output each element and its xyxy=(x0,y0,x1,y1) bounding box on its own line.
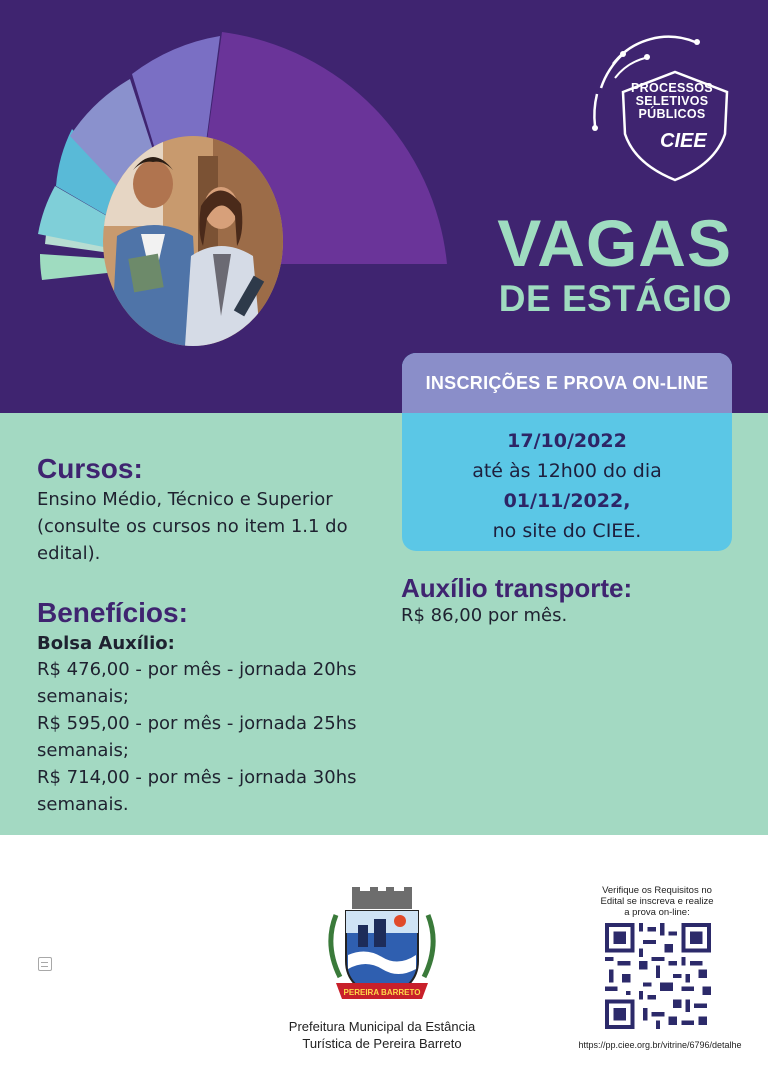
transport-heading: Auxílio transporte: xyxy=(401,573,633,603)
seal-line: PÚBLICOS xyxy=(638,107,706,121)
crest-banner-text: PEREIRA BARRETO xyxy=(343,988,421,997)
seal-line: PROCESSOS xyxy=(631,81,713,95)
qr-caption xyxy=(582,885,732,918)
registration-until-text: até às 12h00 do dia xyxy=(472,460,662,482)
page-subtitle: DE ESTÁGIO xyxy=(498,278,732,319)
seal-text xyxy=(622,82,722,121)
benefits-list xyxy=(37,656,377,818)
qr-url[interactable]: https://pp.ciee.org.br/vitrine/6796/detalhe xyxy=(578,1040,742,1050)
benefit-item: R$ 714,00 - por mês - jornada 30hs semanais. xyxy=(37,767,357,815)
registration-heading: INSCRIÇÕES E PROVA ON-LINE xyxy=(402,353,732,413)
ciee-logo: CIEE xyxy=(660,130,707,152)
registration-details xyxy=(402,413,732,546)
registration-end-date: 01/11/2022, xyxy=(503,490,631,512)
qr-caption-line: Verifique os Requisitos no xyxy=(602,885,712,896)
bolsa-auxilio-heading: Bolsa Auxílio: xyxy=(37,633,175,654)
benefit-item: R$ 595,00 - por mês - jornada 25hs semanais; xyxy=(37,713,357,761)
seal-line: SELETIVOS xyxy=(635,94,709,108)
qr-caption-line: Edital se inscreva e realize xyxy=(600,896,714,907)
registration-site-text: no site do CIEE. xyxy=(492,520,642,542)
prefecture-name xyxy=(262,1018,502,1052)
page-title: VAGAS xyxy=(497,206,732,280)
courses-text: Ensino Médio, Técnico e Superior (consulte os cursos no item 1.1 do edital). xyxy=(37,489,348,564)
prefecture-line: Prefeitura Municipal da Estância xyxy=(288,1019,476,1034)
benefit-item: R$ 476,00 - por mês - jornada 20hs semanais; xyxy=(37,659,357,707)
benefits-heading: Benefícios: xyxy=(37,597,188,628)
registration-start-date: 17/10/2022 xyxy=(507,430,627,452)
courses-heading: Cursos: xyxy=(37,453,143,484)
document-icon xyxy=(38,957,52,971)
municipal-crest-icon xyxy=(322,885,442,1013)
registration-box xyxy=(402,353,732,551)
qr-caption-line: a prova on-line: xyxy=(624,907,690,918)
transport-text: R$ 86,00 por mês. xyxy=(401,605,568,626)
prefecture-line: Turística de Pereira Barreto xyxy=(302,1036,462,1051)
students-photo xyxy=(103,136,283,346)
qr-code[interactable] xyxy=(605,923,711,1029)
